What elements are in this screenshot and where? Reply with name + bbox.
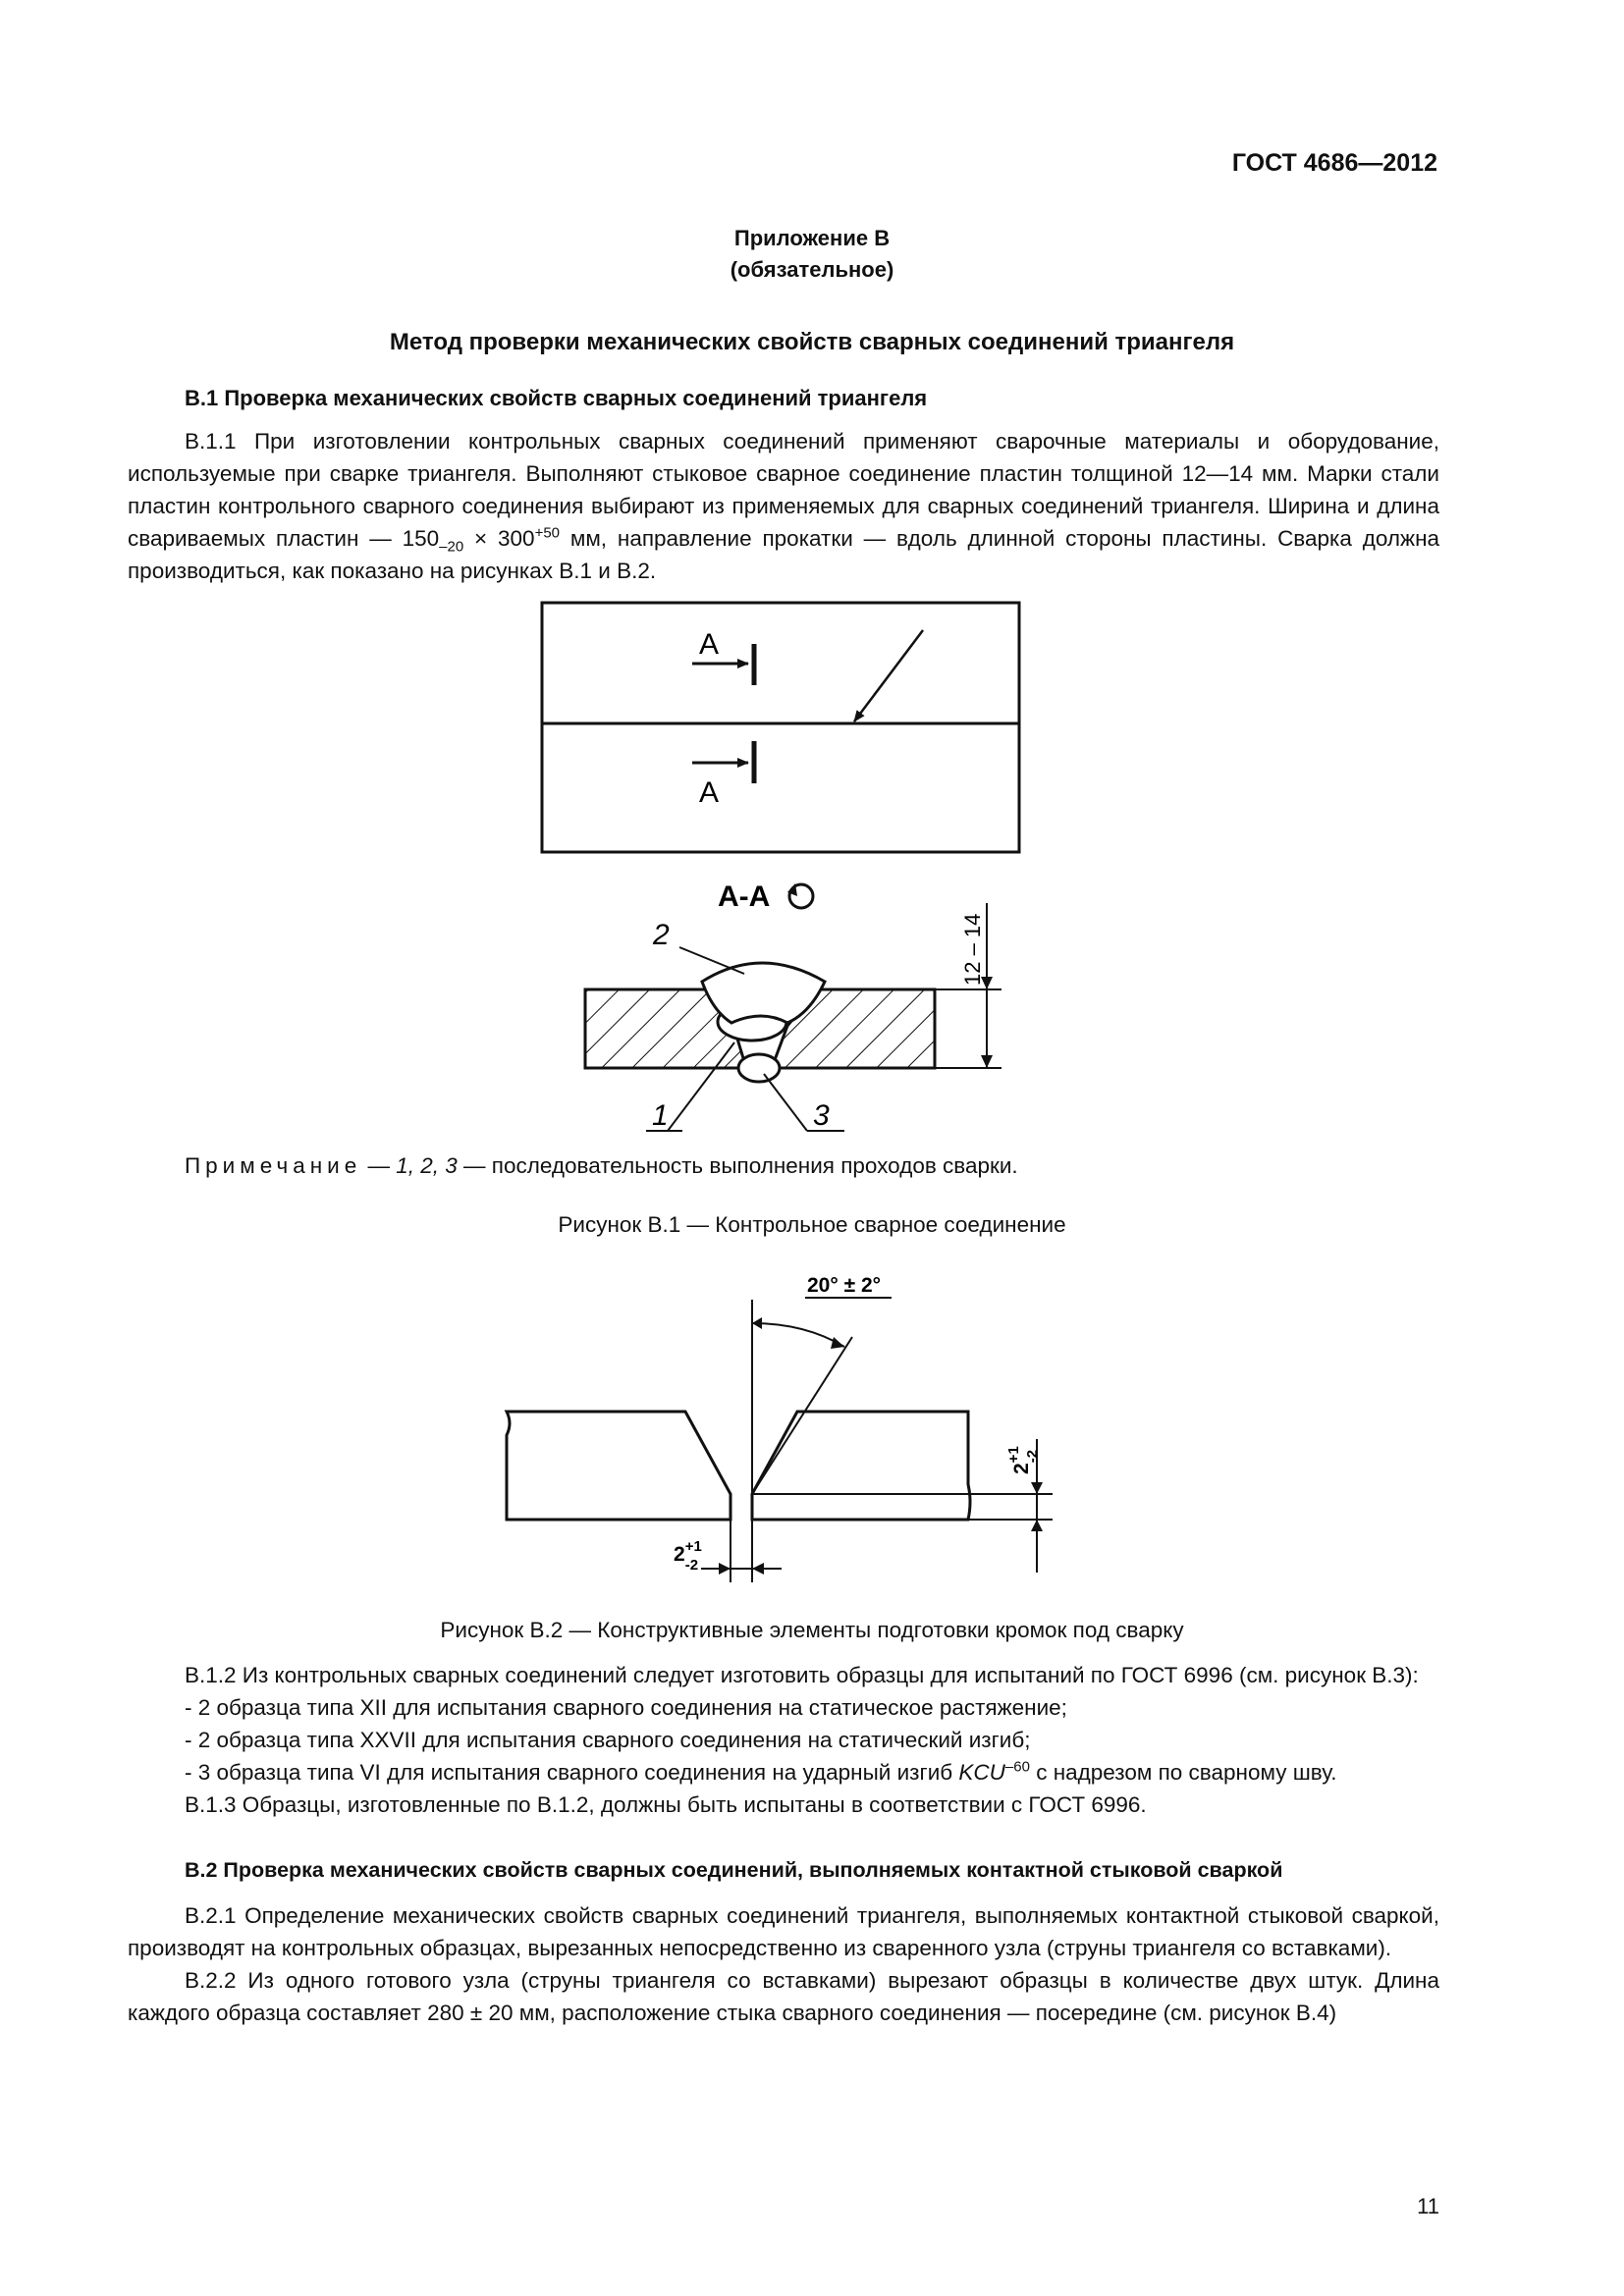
figure-b1-caption: Рисунок В.1 — Контрольное сварное соединение: [558, 1212, 1066, 1237]
page-number: 11: [1417, 2194, 1439, 2218]
paragraph-b2-2: В.2.2 Из одного готового узла (струны триангеля со вставками) вырезают образцы в количестве двух штук. Длина каждого образца составляет 280 ± 20 мм, расположение стыка сварного соединения — посередине (см. рисунок В.4): [128, 1968, 1439, 2025]
section-letter-bottom: А: [699, 776, 720, 809]
section-b2-heading: В.2 Проверка механических свойств сварных соединений, выполняемых контактной стыковой сваркой: [185, 1858, 1283, 1882]
paragraph-b1-3: В.1.3 Образцы, изготовленные по В.1.2, должны быть испытаны в соответствии с ГОСТ 6996.: [185, 1792, 1147, 1817]
bevel-angle-label: 20° ± 2°: [807, 1274, 882, 1297]
figure-b1-note: Примечание — 1, 2, 3 — последовательность выполнения проходов сварки.: [185, 1153, 1018, 1178]
pass-3-number: 3: [813, 1099, 830, 1132]
figure-b1: [530, 589, 1041, 1148]
note-label: Примечание: [185, 1153, 362, 1178]
weld-direction-arrow: [854, 630, 923, 721]
figure-b2: [491, 1266, 1080, 1600]
section-b1-heading: В.1 Проверка механических свойств сварных соединений триангеля: [185, 386, 928, 410]
left-plate-profile: [507, 1412, 731, 1520]
pass-2-number: 2: [653, 919, 670, 951]
angle-arc: [752, 1323, 844, 1347]
right-plate-profile: [752, 1412, 970, 1520]
bevel-extension-line: [752, 1337, 852, 1494]
paragraph-b1-2-intro: В.1.2 Из контрольных сварных соединений следует изготовить образцы для испытаний по ГОСТ 6996 (см. рисунок В.3):: [185, 1663, 1419, 1687]
root-gap-label: $2^{+1}$ -2: [674, 1538, 702, 1574]
section-aa-label: А-А: [718, 881, 771, 913]
list-item-static-tension: - 2 образца типа XII для испытания сварного соединения на статическое растяжение;: [185, 1695, 1067, 1720]
pass-1-number: 1: [652, 1099, 669, 1132]
root-face-label: $2^{+1}$ -2: [1005, 1446, 1041, 1474]
section-letter-top: А: [699, 628, 720, 661]
thickness-label: 12 – 14: [960, 913, 985, 986]
document-code: ГОСТ 4686—2012: [1231, 149, 1437, 177]
appendix-status: (обязательное): [730, 257, 894, 282]
paragraph-b1-1: В.1.1 При изготовлении контрольных сварных соединений применяют сварочные материалы и оборудование, используемые при сварке триангеля. Выполняют стыковое сварное соединение пластин толщиной 12—14 мм. Марки стали пластин контрольного сварного соединения выбирают из применяемых для сварных соединений триангеля. Ширина и длина свариваемых пластин — $150_{-20} \times 300^{+50}$ мм, направление прокатки — вдоль длинной стороны пластины. Сварка должна производиться, как показано на рисунках В.1 и В.2.: [128, 429, 1440, 583]
list-item-static-bend: - 2 образца типа XXVII для испытания сварного соединения на статический изгиб;: [185, 1728, 1031, 1752]
appendix-label: Приложение В: [733, 226, 891, 250]
plan-view-outline: [542, 603, 1019, 852]
paragraph-b1-2: [128, 1659, 1439, 1821]
weld-pass-3: [738, 1054, 780, 1082]
leader-pass-3: [764, 1074, 807, 1131]
paragraph-b2: [128, 1899, 1439, 2029]
leader-pass-2: [679, 947, 744, 974]
list-item-impact-bend: - 3 образца типа VI для испытания сварного соединения на ударный изгиб $KCU^{-60}$ с надрезом по сварному шву.: [185, 1758, 1337, 1785]
figure-b2-caption: Рисунок В.2 — Конструктивные элементы подготовки кромок под сварку: [440, 1618, 1184, 1642]
paragraph-b2-1: В.2.1 Определение механических свойств сварных соединений триангеля, выполняемых контактной стыковой сваркой, производят на контрольных образцах, вырезанных непосредственно из сваренного узла (струны триангеля со вставками).: [128, 1903, 1439, 1960]
appendix-title: Метод проверки механических свойств сварных соединений триангеля: [389, 329, 1235, 355]
rotated-view-icon: [787, 883, 813, 908]
